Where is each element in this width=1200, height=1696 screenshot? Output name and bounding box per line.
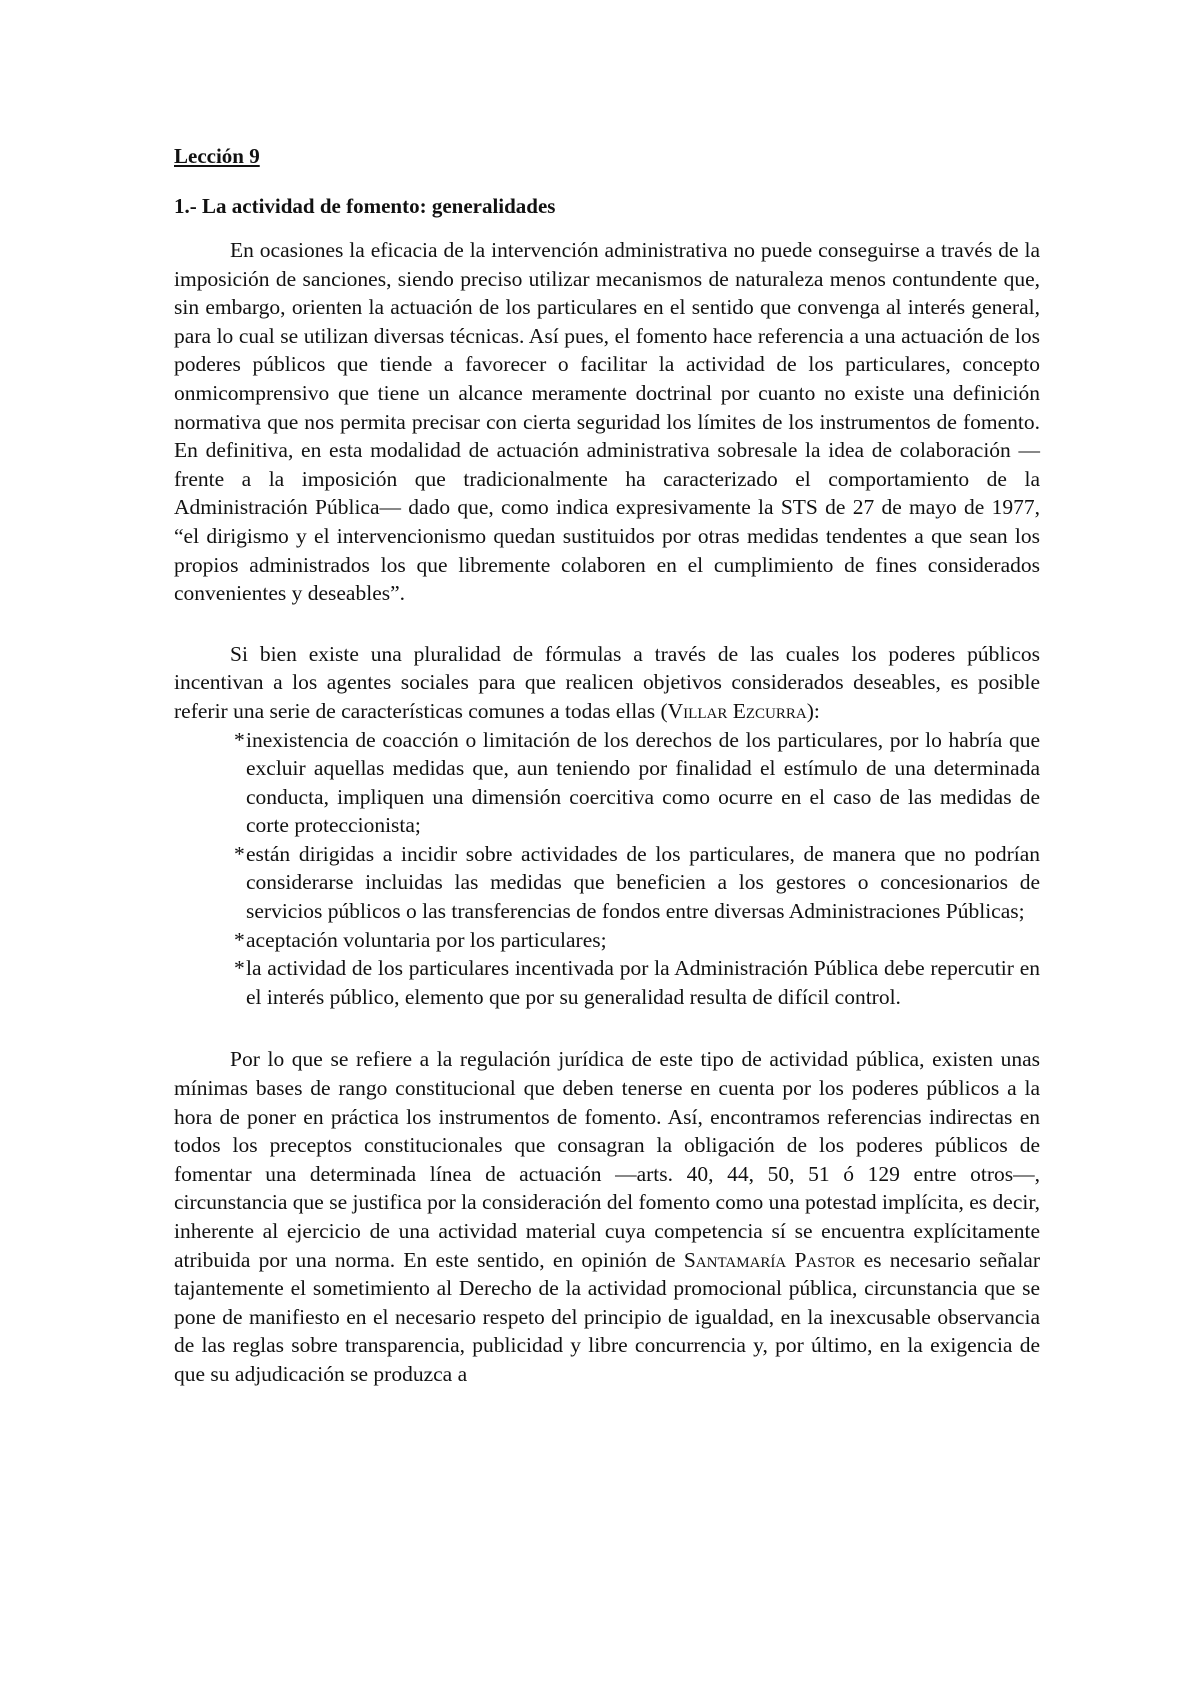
paragraph-characteristics-text: Si bien existe una pluralidad de fórmulas a través de las cuales los poderes públicos incentivan a los agentes sociales para que realicen objetivos considerados deseables, es posible referir una serie de características comunes a todas ellas (	[174, 641, 1040, 723]
bullet-asterisk: *	[234, 727, 245, 752]
list-item	[174, 926, 1040, 955]
list-item	[174, 954, 1040, 1011]
paragraph-characteristics	[174, 640, 1040, 726]
list-item-text: están dirigidas a incidir sobre actividades de los particulares, de manera que no podrían considerarse incluidas las medidas que beneficien a los gestores o concesionarios de servicios públicos o las transferencias de fondos entre diversas Administraciones Públicas;	[246, 841, 1040, 924]
list-item	[174, 840, 1040, 926]
paragraph-regulation-text: Por lo que se refiere a la regulación jurídica de este tipo de actividad pública, existen unas mínimas bases de rango constitucional que deben tenerse en cuenta por los poderes públicos a la hora de poner en práctica los instrumentos de fomento. Así, encontramos referencias indirectas en todos los preceptos constitucionales que consagran la obligación de los poderes públicos de fomentar una determinada línea de actuación —arts. 40, 44, 50, 51 ó 129 entre otros—, circunstancia que se justifica por la consideración del fomento como una potestad implícita, es decir, inherente al ejercicio de una actividad material cuya competencia sí se encuentra explícitamente atribuida por una norma. En este sentido, en opinión de	[174, 1047, 1041, 1272]
lesson-title: Lección 9	[174, 144, 260, 168]
characteristics-list	[174, 726, 1040, 1012]
bullet-asterisk: *	[234, 841, 245, 866]
paragraph-intro: En ocasiones la eficacia de la intervención administrativa no puede conseguirse a través de la imposición de sanciones, siendo preciso utilizar mecanismos de naturaleza menos contundente que, sin embargo, orienten la actuación de los particulares en el sentido que convenga al interés general, para lo cual se utilizan diversas técnicas. Así pues, el fomento hace referencia a una actuación de los poderes públicos que tiende a favorecer o facilitar la actividad de los particulares, concepto onmicomprensivo que tiene un alcance meramente doctrinal por cuanto no existe una definición normativa que nos permita precisar con cierta seguridad los límites de los instrumentos de fomento. En definitiva, en esta modalidad de actuación administrativa sobresale la idea de colaboración —frente a la imposición que tradicionalmente ha caracterizado el comportamiento de la Administración Pública— dado que, como indica expresivamente la STS de 27 de mayo de 1977, “el dirigismo y el intervencionismo quedan sustituidos por otras medidas tendentes a que sean los propios administrados los que libremente colaboren en el cumplimiento de fines considerados convenientes y deseables”.	[174, 238, 1040, 606]
author-santamaria-pastor: Santamaría Pastor	[683, 1247, 856, 1272]
paragraph-regulation-end: es necesario señalar tajantemente el sometimiento al Derecho de la actividad promocional pública, circunstancia que se pone de manifiesto en el necesario respeto del principio de igualdad, en la inexcusable observancia de las reglas sobre transparencia, publicidad y libre concurrencia y, por último, en la exigencia de que su adjudicación se produzca a	[174, 1247, 1041, 1386]
bullet-asterisk: *	[234, 927, 245, 952]
list-item	[174, 726, 1040, 840]
author-villar-ezcurra: Villar Ezcurra	[667, 698, 807, 723]
paragraph-regulation	[174, 1045, 1040, 1388]
list-item-text: inexistencia de coacción o limitación de los derechos de los particulares, por lo habría que excluir aquellas medidas que, aun teniendo por finalidad el estímulo de una determinada conducta, impliquen una dimensión coercitiva como ocurre en el caso de las medidas de corte proteccionista;	[246, 727, 1040, 838]
list-item-text: la actividad de los particulares incentivada por la Administración Pública debe repercutir en el interés público, elemento que por su generalidad resulta de difícil control.	[246, 956, 1040, 1009]
bullet-asterisk: *	[234, 956, 245, 981]
paragraph-characteristics-end: ):	[806, 698, 820, 723]
section-title: 1.- La actividad de fomento: generalidades	[174, 194, 556, 218]
list-item-text: aceptación voluntaria por los particulares;	[246, 927, 607, 952]
